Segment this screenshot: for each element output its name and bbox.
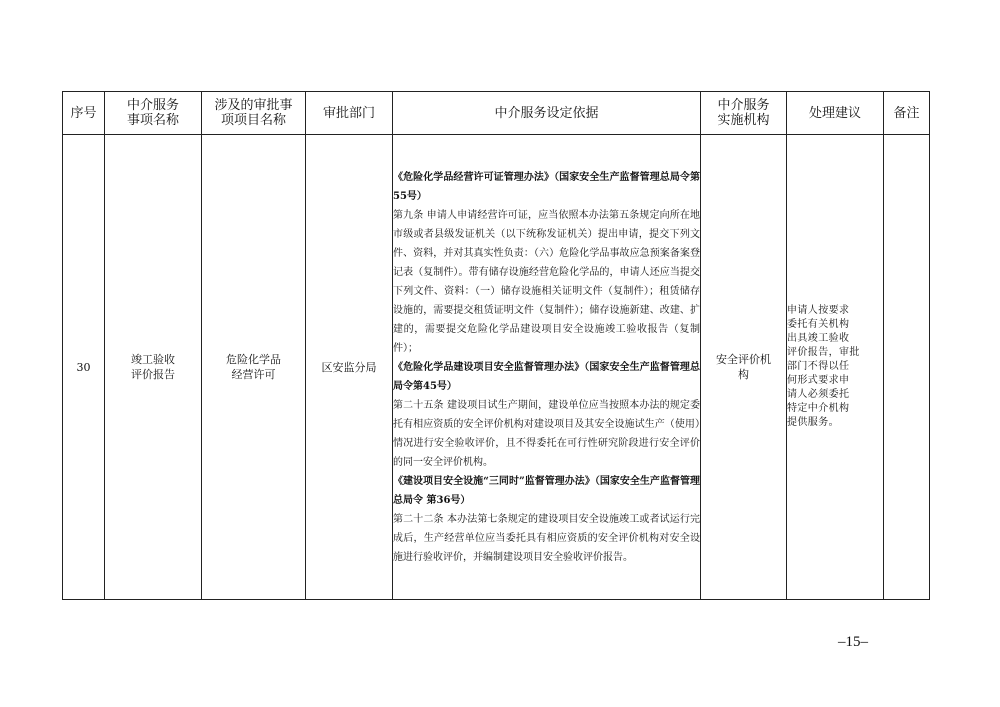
cell-agency: 安全评价机 构 bbox=[701, 135, 787, 600]
suggestion-line: 何形式要求申 bbox=[787, 375, 850, 386]
law-clause: 第九条 申请人申请经营许可证，应当依照本办法第五条规定向所在地市级或者县级发证机关（以下统称发证机关）提出申请，提交下列文件、资料，并对其真实性负责：（六）危险化学品事故应急预案备案登记表（复制件）。带有储存设施经营危险化学品的，申请人还应当提交下列文件、资料：（一）储存设施相关证明文件（复制件）；租赁储存设施的，需要提交租赁证明文件（复制件）；储存设施新建、改建、扩建的，需要提交危险化学品建设项目安全设施竣工验收报告（复制件）； bbox=[393, 209, 700, 354]
cell-service-name: 竣工验收 评价报告 bbox=[105, 135, 202, 600]
suggestion-line: 部门不得以任 bbox=[787, 361, 850, 372]
header-cell: 中介服务 事项名称 bbox=[105, 92, 202, 135]
law-clause: 第二十二条 本办法第七条规定的建设项目安全设施竣工或者试运行完成后，生产经营单位应当委托具有相应资质的安全评价机构对安全设施进行验收评价，并编制建设项目安全验收评价报告。 bbox=[393, 513, 700, 563]
header-cell: 审批部门 bbox=[306, 92, 393, 135]
suggestion-line: 委托有关机构 bbox=[787, 319, 850, 330]
header-cell: 处理建议 bbox=[787, 92, 884, 135]
header-cell: 中介服务设定依据 bbox=[393, 92, 701, 135]
cell-suggestion bbox=[787, 135, 884, 600]
suggestion-line: 评价报告，审批 bbox=[787, 347, 860, 358]
cell-basis bbox=[393, 135, 701, 600]
suggestion-line: 提供服务。 bbox=[787, 417, 839, 428]
suggestion-line: 特定中介机构 bbox=[787, 403, 850, 414]
header-cell: 中介服务 实施机构 bbox=[701, 92, 787, 135]
suggestion-line: 请人必须委托 bbox=[787, 389, 850, 400]
law-title: 《危险化学品经营许可证管理办法》（国家安全生产监督管理总局令第55号） bbox=[393, 171, 700, 202]
cell-number: 30 bbox=[63, 135, 105, 600]
cell-approval-item: 危险化学品 经营许可 bbox=[202, 135, 306, 600]
suggestion-line: 申请人按要求 bbox=[787, 305, 850, 316]
law-clause: 第二十五条 建设项目试生产期间，建设单位应当按照本办法的规定委托有相应资质的安全评价机构对建设项目及其安全设施试生产（使用）情况进行安全验收评价，且不得委托在可行性研究阶段进行安全评价的同一安全评价机构。 bbox=[393, 399, 700, 468]
header-row bbox=[63, 92, 930, 135]
page-number: –15– bbox=[838, 634, 868, 650]
table-row bbox=[63, 135, 930, 600]
header-cell: 涉及的审批事 项项目名称 bbox=[202, 92, 306, 135]
header-cell: 序号 bbox=[63, 92, 105, 135]
service-table bbox=[62, 91, 930, 600]
cell-department: 区安监分局 bbox=[306, 135, 393, 600]
header-cell: 备注 bbox=[884, 92, 930, 135]
law-title: 《建设项目安全设施“三同时”监督管理办法》（国家安全生产监督管理总局令 第36号） bbox=[393, 475, 700, 506]
law-title: 《危险化学品建设项目安全监督管理办法》（国家安全生产监督管理总局令第45号） bbox=[393, 361, 700, 392]
cell-remark bbox=[884, 135, 930, 600]
suggestion-line: 出具竣工验收 bbox=[787, 333, 850, 344]
